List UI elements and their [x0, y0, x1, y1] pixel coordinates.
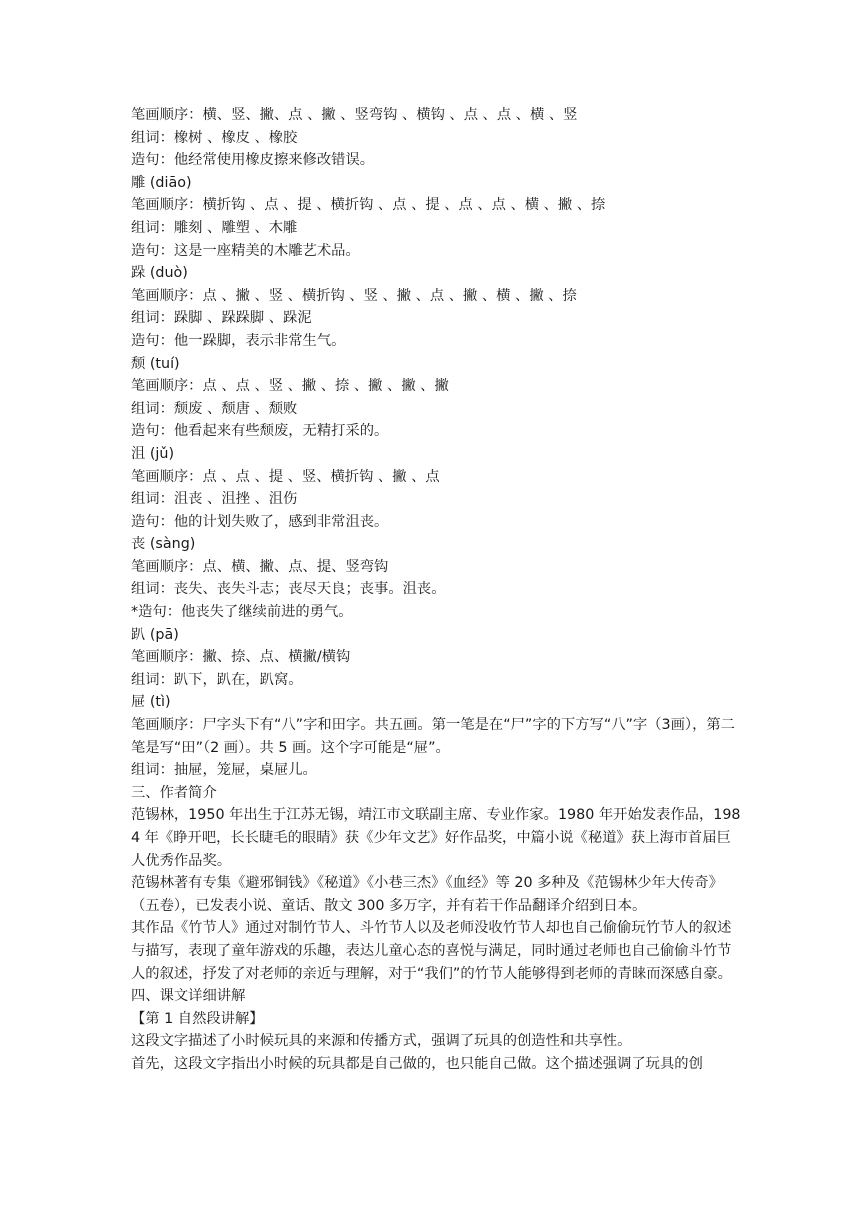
character-heading: 跺 (duò) — [131, 265, 188, 282]
text-line: 造句：他看起来有些颓废，无精打采的。 — [131, 423, 389, 440]
character-heading: 颓 (tuí) — [131, 355, 180, 372]
work-summary-paragraph: 其作品《竹节人》通过对制竹节人、斗竹节人以及老师没收竹节人却也自己偷偷玩竹节人的叙述与描写，表现了童年游戏的乐趣，表达儿童心态的喜悦与满足，同时通过老师也自己偷偷斗竹节人的叙述，抒发了对老师的亲近与理解，对于“我们”的竹节人能够得到老师的青睐而深感自豪。 — [131, 920, 732, 982]
character-heading: 屉 (tì) — [131, 694, 171, 711]
text-line: 组词：趴下，趴在，趴窝。 — [131, 671, 303, 688]
text-line: 组词：沮丧 、沮挫 、沮伤 — [131, 491, 298, 508]
text-line: 笔画顺序：点、横、撇、点、提、竖弯钩 — [131, 558, 389, 575]
character-heading: 丧 (sàng) — [131, 536, 196, 553]
text-line: 首先，这段文字指出小时候的玩具都是自己做的，也只能自己做。这个描述强调了玩具的创 — [131, 1055, 703, 1072]
subsection-heading: 【第 1 自然段讲解】 — [131, 1010, 264, 1027]
text-line: 组词：雕刻 、雕塑 、木雕 — [131, 219, 298, 236]
author-works-paragraph: 范锡林著有专集《避邪铜钱》《秘道》《小巷三杰》《血经》等 20 多种及《范锡林少年大传奇》（五卷），已发表小说、童话、散文 300 多万字，并有若干作品翻译介绍到日本。 — [131, 875, 723, 914]
character-heading: 雕 (diāo) — [131, 174, 192, 191]
text-line: 这段文字描述了小时候玩具的来源和传播方式，强调了玩具的创造性和共享性。 — [131, 1033, 632, 1050]
character-heading: 趴 (pā) — [131, 626, 179, 643]
text-line: 笔画顺序：点 、点 、竖 、撇 、捺 、撇 、撇 、撇 — [131, 378, 449, 395]
text-line: 造句：他经常使用橡皮擦来修改错误。 — [131, 152, 375, 169]
text-line: 笔画顺序：横折钩 、点 、提 、横折钩 、点 、提 、点 、点 、横 、撇 、捺 — [131, 197, 606, 214]
character-heading: 沮 (jǔ) — [131, 445, 175, 462]
text-line: 组词：丧失、丧失斗志；丧尽天良；丧事。沮丧。 — [131, 581, 446, 598]
text-line: 组词：抽屉，笼屉，桌屉儿。 — [131, 762, 317, 779]
author-paragraph: 范锡林，1950 年出生于江苏无锡，靖江市文联副主席、专业作家。1980 年开始发表作品，1984 年《睁开吧，长长睫毛的眼睛》获《少年文艺》好作品奖，中篇小说《秘道》获上海市首届巨人优秀作品奖。 — [131, 807, 741, 869]
text-line: 组词：橡树 、橡皮 、橡胶 — [131, 129, 298, 146]
text-line: 造句：他的计划失败了，感到非常沮丧。 — [131, 513, 389, 530]
section-heading: 三、作者简介 — [131, 784, 217, 801]
text-line: 笔画顺序：撇、捺、点、横撇/横钩 — [131, 649, 351, 666]
text-line: 造句：他一跺脚，表示非常生气。 — [131, 332, 346, 349]
text-line: 造句：这是一座精美的木雕艺术品。 — [131, 242, 360, 259]
stroke-order-paragraph: 笔画顺序：尸字头下有“八”字和田字。共五画。第一笔是在“尸”字的下方写“八”字（3画），第二笔是写“田”（2 画）。共 5 画。这个字可能是“屉”。 — [131, 717, 735, 756]
text-line: *造句：他丧失了继续前进的勇气。 — [131, 604, 353, 621]
document-body — [131, 104, 741, 1076]
text-line: 组词：跺脚 、跺跺脚 、跺泥 — [131, 310, 312, 327]
section-heading: 四、课文详细讲解 — [131, 988, 246, 1005]
text-line: 笔画顺序：点 、点 、提 、竖、横折钩 、撇 、点 — [131, 468, 440, 485]
text-line: 组词：颓废 、颓唐 、颓败 — [131, 400, 298, 417]
text-line: 笔画顺序：点 、撇 、竖 、横折钩 、竖 、撇 、点 、撇 、横 、撇 、捺 — [131, 287, 577, 304]
text-line: 笔画顺序：横、竖、撇、点 、撇 、竖弯钩 、横钩 、点 、点 、横 、竖 — [131, 107, 578, 123]
